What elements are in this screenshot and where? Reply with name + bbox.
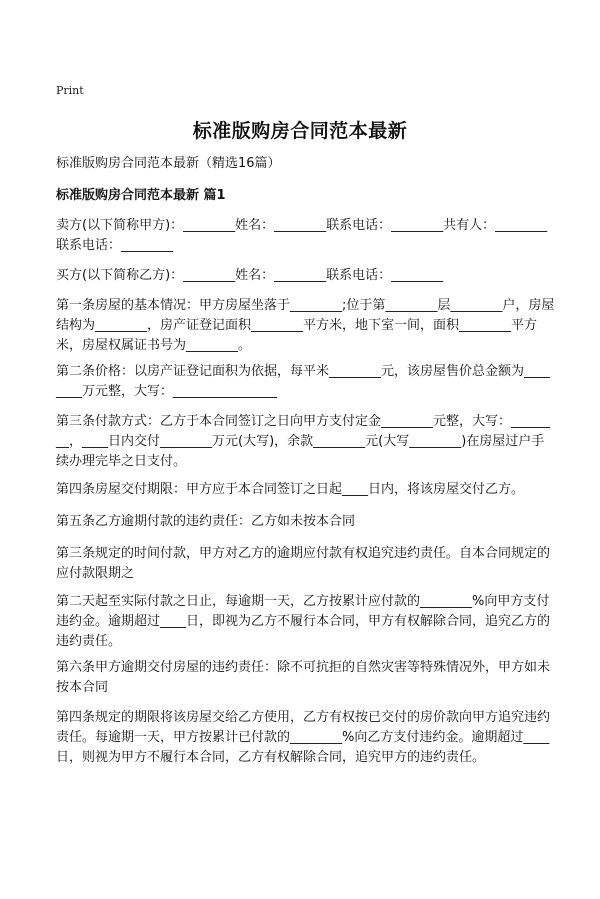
seller-info-paragraph: 卖方(以下简称甲方)：________姓名：________联系电话：________共有人：________联系电话：________	[56, 218, 548, 253]
clause-5-paragraph: 第五条乙方逾期付款的违约责任：乙方如未按本合同	[56, 514, 356, 529]
section-heading: 标准版购房合同范本最新 篇1	[56, 188, 226, 203]
document-title: 标准版购房合同范本最新	[192, 120, 408, 142]
clause-3-paragraph: 第三条付款方式：乙方于本合同签订之日向甲方支付定金________元整，大写：________，____日内交付________万元(大写)，余款________元(大写________)在房屋过户手续办理完毕之日支付。	[56, 414, 551, 469]
print-label: Print	[56, 84, 84, 97]
clause-1-paragraph: 第一条房屋的基本情况：甲方房屋坐落于________;位于第________层________户，房屋结构为________，房产证登记面积________平方米，地下室一间，面积________平方米，房屋权属证书号为________。	[56, 298, 555, 353]
clause-continuation-paragraph: 第三条规定的时间付款，甲方对乙方的逾期应付款有权追究违约责任。自本合同规定的应付款限期之	[56, 546, 551, 581]
clause-6-paragraph: 第六条甲方逾期交付房屋的违约责任：除不可抗拒的自然灾害等特殊情况外，甲方如未按本合同	[56, 660, 551, 695]
late-payment-paragraph: 第二天起至实际付款之日止，每逾期一天，乙方按累计应付款的________%向甲方支付违约金。逾期超过____日，即视为乙方不履行本合同，甲方有权解除合同，追究乙方的违约责任。	[56, 594, 551, 649]
buyer-info-paragraph: 买方(以下简称乙方)：________姓名：________联系电话：________	[56, 268, 444, 283]
clause-4-paragraph: 第四条房屋交付期限：甲方应于本合同签订之日起____日内，将该房屋交付乙方。	[56, 482, 525, 497]
clause-2-paragraph: 第二条价格：以房产证登记面积为依据，每平米________元，该房屋售价总金额为________万元整，大写：________________	[56, 364, 551, 399]
late-delivery-paragraph: 第四条规定的期限将该房屋交给乙方使用，乙方有权按已交付的房价款向甲方追究违约责任。每逾期一天，甲方按累计已付款的________%向乙方支付违约金。逾期超过____日，则视为甲方不履行本合同，乙方有权解除合同，追究甲方的违约责任。	[56, 710, 551, 765]
document-subtitle: 标准版购房合同范本最新（精选16篇）	[56, 156, 281, 171]
